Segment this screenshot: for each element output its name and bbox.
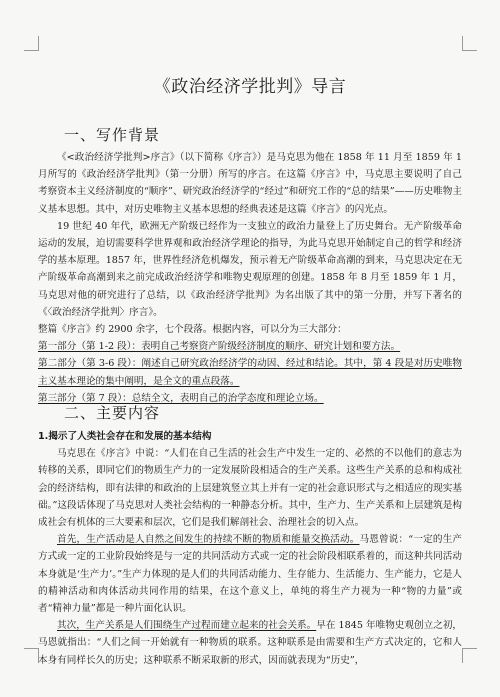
paragraph-structure: 整篇《序言》约 2900 余字，七个段落。根据内容，可以分为三大部分： xyxy=(38,324,347,336)
underlined-sentence: 其次，生产关系是人们围绕生产过程而建立起来的社会关系。 xyxy=(57,620,317,632)
paragraph-relations xyxy=(38,617,462,669)
section-background-body xyxy=(38,149,462,407)
crop-mark-top-right xyxy=(462,36,477,51)
paragraph-text: 早在 1845 年唯物史观创立之初，马恩就指出：“人们之间一开始就有一种物质的联系。这种联系是由需要和生产方式决定的，它和人本身有同样长久的历史；这种联系不断采取新的形式，因而就表现为“历史”， xyxy=(38,620,463,666)
part-two: 第二部分（第 3-6 段）：阐述自己研究政治经济学的动因、经过和结论。其中，第 4 段是对历史唯物主义基本理论的集中阐明，是全文的重点段落。 xyxy=(38,358,462,387)
crop-mark-bottom-left xyxy=(24,648,39,663)
part-one: 第一部分（第 1-2 段）：表明自己考察资产阶级经济制度的顺序、研究计划和要方法。 xyxy=(38,341,401,353)
section-heading-content: 二、主要内容 xyxy=(64,404,161,422)
crop-mark-bottom-right xyxy=(462,648,477,663)
underlined-sentence: 首先，生产活动是人自然之间发生的持续不断的物质和能量交换活动。 xyxy=(57,534,360,546)
crop-mark-top-left xyxy=(24,36,39,51)
document-title: 《政治经济学批判》导言 xyxy=(153,77,347,97)
paragraph-productive-forces xyxy=(38,531,462,617)
section-content-body xyxy=(38,428,462,669)
paragraph-text: 马恩曾说：“一定的生产方式或一定的工业阶段始终是与一定的共同活动方式或一定的社会阶段相联系着的，而这种共同活动本身就是‘生产力’。”生产力体现的是人们的共同活动能力、生存能力、生活能力、生产能力，它是人的精神活动和肉体活动共同作用的结果，在这个意义上，单纯的将生产力视为一种“物的力量”或者“精神力量”都是一种片面化认识。 xyxy=(38,534,463,615)
subheading-structure: 1.揭示了人类社会存在和发展的基本结构 xyxy=(38,431,212,442)
paragraph-intro: 《<政治经济学批判>序言》（以下简称《序言》）是马克思为他在 1858 年 11 月至 1859 年 1 月所写的《政治经济学批判》（第一分册）所写的序言。在这篇《序言》中，马克思主要说明了自己考察资本主义经济制度的“顺序”、研究政治经济学的“经过”和研究工作的“总的结果”——历史唯物主义基本思想。其中，对历史唯物主义基本思想的经典表述是这篇《序言》的闪光点。 xyxy=(38,152,462,215)
part-three: 第三部分（第 7 段）：总结全文，表明自己的治学态度和理论立场。 xyxy=(38,392,324,404)
paragraph-quote: 马克思在《序言》中说：“人们在自己生活的社会生产中发生一定的、必然的不以他们的意志为转移的关系，即同它们的物质生产力的一定发展阶段相适合的生产关系。这些生产关系的总和构成社会的经济结构，即有法律的和政治的上层建筑竖立其上并有一定的社会意识形式与之相适应的现实基础。”这段话体现了马克思对人类社会结构的一种静态分析。其中，生产力、生产关系和上层建筑是构成社会有机体的三大要素和层次，它们是我们解剖社会、治理社会的切入点。 xyxy=(38,448,462,529)
paragraph-history: 19 世纪 40 年代，欧洲无产阶级已经作为一支独立的政治力量登上了历史舞台。无产阶级革命运动的发展，迫切需要科学世界观和政治经济学理论的指导，为此马克思开始制定自己的哲学和经济学的基本原理。1857 年，世界性经济危机爆发，预示着无产阶级革命高潮的到来，马克思决定在无产阶级革命高潮到来之前完成政治经济学和唯物史观原理的创建。1858 年 8 月至 1859 年 1 月，马克思对他的研究进行了总结，以《政治经济学批判》为名出版了其中的第一分册，并写下著名的《〈政治经济学批判〉序言》。 xyxy=(38,220,462,318)
section-heading-background: 一、写作背景 xyxy=(64,126,161,144)
